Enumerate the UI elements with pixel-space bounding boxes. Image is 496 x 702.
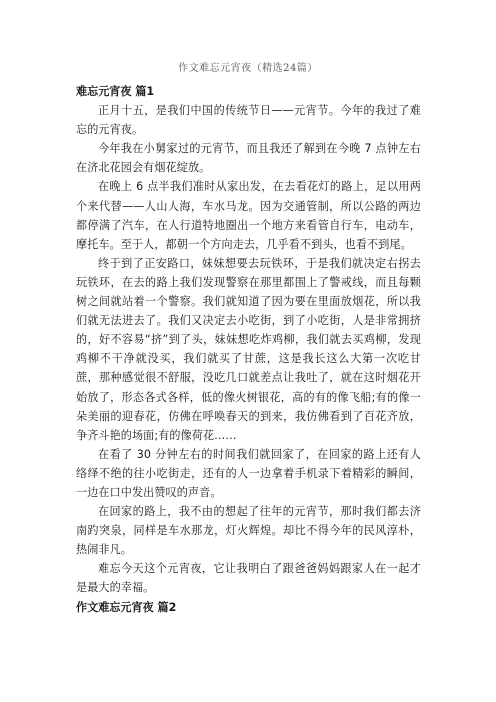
article-heading: 作文难忘元宵夜 篇2 <box>76 600 177 614</box>
document-title: 作文难忘元宵夜（精选24篇） <box>178 63 318 74</box>
article-heading: 难忘元宵夜 篇1 <box>76 85 155 98</box>
paragraph: 今年我在小舅家过的元宵节，而且我还了解到在今晚 7 点钟左右在济北花园会有烟花绽放。 <box>76 142 421 175</box>
paragraph: 在回家的路上，我不由的想起了往年的元宵节，那时我们都去济南趵突泉，同样是车水那龙，灯火辉煌。却比不得今年的民风淳朴，热闹非凡。 <box>76 505 421 557</box>
paragraph: 终于到了正安路口，妹妹想要去玩铁环，于是我们就决定右拐去玩铁环，在去的路上我们发现警察在那里都围上了警戒线，而且每颗树之间就站着一个警察。我们就知道了因为要在里面放烟花，所以我们就无法进去了。我们又决定去小吃街，到了小吃街，人是非常拥挤的，好不容易“挤”到了头，妹妹想吃炸鸡柳，我们就去买鸡柳，发现鸡柳不干净就没买，我们就买了甘蔗，这是我长这么大第一次吃甘蔗，那种感觉很不舒服，没吃几口就差点让我吐了，就在这时烟花开始放了，形态各式各样，低的像火树银花，高的有的像飞船;有的像一朵美丽的迎春花，仿佛在呼唤春天的到来，我仿佛看到了百花齐放，争齐斗艳的场面;有的像荷花…… <box>76 256 421 442</box>
document-body <box>76 82 421 617</box>
paragraph: 正月十五，是我们中国的传统节日——元宵节。今年的我过了难忘的元宵夜。 <box>76 104 421 137</box>
paragraph: 在晚上 6 点半我们准时从家出发，在去看花灯的路上，足以用两个来代替——人山人海，车水马龙。因为交通管制，所以公路的两边都停满了汽车，在人行道特地圈出一个地方来看管自行车，电动车，摩托车。至于人，都朝一个方向走去，几乎看不到头，也看不到尾。 <box>76 180 421 251</box>
paragraph: 在看了 30 分钟左右的时间我们就回家了，在回家的路上还有人络绎不绝的往小吃街走，还有的人一边拿着手机录下着精彩的瞬间，一边在口中发出赞叹的声音。 <box>76 447 421 499</box>
paragraph: 难忘今天这个元宵夜，它让我明白了跟爸爸妈妈跟家人在一起才是最大的幸福。 <box>76 562 421 595</box>
